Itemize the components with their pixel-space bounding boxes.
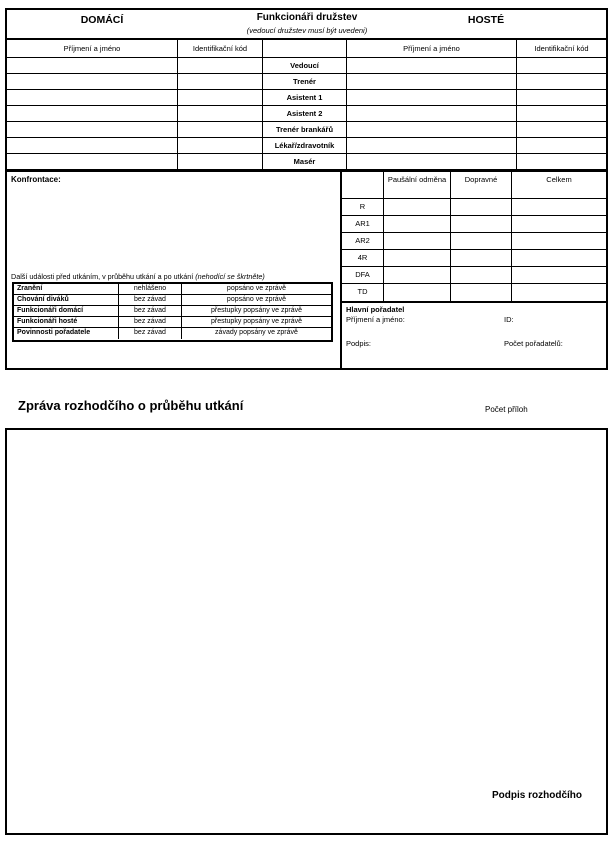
fees-header-row [342, 172, 606, 199]
event-row-povinnosti-poradatele [14, 328, 331, 339]
event-status: bez závad [119, 295, 182, 305]
event-status: bez závad [119, 306, 182, 316]
fee-row-label: R [342, 199, 384, 215]
form-subtitle: (vedoucí družstev musí být uvedeni) [246, 26, 368, 35]
home-id-column-header: Identifikační kód [178, 40, 263, 57]
home-header: DOMÁCÍ [80, 14, 124, 26]
home-name-column-header: Příjmení a jméno [7, 40, 178, 57]
away-name-cell[interactable] [347, 74, 517, 89]
fee-column-header: Celkem [546, 175, 572, 184]
fee-transport-cell[interactable] [451, 199, 512, 215]
event-label: Funkcionáři domácí [14, 306, 119, 316]
away-id-column-header: Identifikační kód [534, 44, 589, 53]
role-label: Asistent 1 [263, 90, 347, 105]
role-row-asistent1 [7, 90, 606, 106]
event-row-zraneni [14, 284, 331, 295]
home-id-cell[interactable] [178, 138, 263, 153]
event-status: bez závad [119, 328, 182, 339]
role-row-vedouci [7, 58, 606, 74]
fee-amount-cell[interactable] [384, 267, 451, 283]
event-description: popsáno ve zprávě [226, 296, 287, 303]
fee-total-cell[interactable] [512, 284, 606, 301]
fee-row-ar2 [342, 233, 606, 250]
fee-amount-cell[interactable] [384, 250, 451, 266]
event-description: závady popsány ve zprávě [215, 329, 298, 336]
fee-row-r [342, 199, 606, 216]
organizer-name-label: Příjmení a jméno: [346, 315, 405, 324]
role-row-maser [7, 154, 606, 170]
home-name-cell[interactable] [7, 154, 178, 169]
event-label: Zranění [14, 284, 119, 294]
fee-transport-cell[interactable] [451, 216, 512, 232]
away-name-column-header: Příjmení a jméno [347, 40, 517, 57]
home-id-cell[interactable] [178, 74, 263, 89]
home-name-cell[interactable] [7, 106, 178, 121]
confrontation-events-pane [7, 172, 342, 368]
organizer-id-label: ID: [504, 315, 514, 324]
fee-total-cell[interactable] [512, 216, 606, 232]
fee-transport-cell[interactable] [451, 250, 512, 266]
officials-form [5, 8, 608, 370]
organizer-count-label: Počet pořadatelů: [504, 339, 563, 348]
away-id-cell[interactable] [517, 154, 606, 169]
home-id-cell[interactable] [178, 90, 263, 105]
event-status: bez závad [119, 317, 182, 327]
event-description: přestupky popsány ve zprávě [210, 318, 303, 325]
fee-transport-cell[interactable] [451, 233, 512, 249]
fee-column-header: Dopravné [451, 172, 512, 198]
role-row-asistent2 [7, 106, 606, 122]
referee-signature-label: Podpis rozhodčího [492, 790, 582, 801]
event-label: Chování diváků [14, 295, 119, 305]
home-id-cell[interactable] [178, 154, 263, 169]
form-lower-section [7, 170, 606, 368]
fee-row-label: 4R [342, 250, 384, 266]
fee-amount-cell[interactable] [384, 284, 451, 301]
fee-total-cell[interactable] [512, 267, 606, 283]
main-organizer-section [342, 303, 606, 368]
event-description: popsáno ve zprávě [226, 285, 287, 292]
fee-total-cell[interactable] [512, 199, 606, 215]
fees-corner-cell [342, 172, 384, 198]
fee-total-cell[interactable] [512, 233, 606, 249]
home-name-cell[interactable] [7, 90, 178, 105]
event-label: Funkcionáři hosté [14, 317, 119, 327]
column-header-row [7, 40, 606, 58]
attachments-count-label: Počet příloh [485, 405, 528, 414]
role-label: Asistent 2 [263, 106, 347, 121]
fee-transport-cell[interactable] [451, 284, 512, 301]
home-name-cell[interactable] [7, 138, 178, 153]
away-id-cell[interactable] [517, 138, 606, 153]
fee-row-4r [342, 250, 606, 267]
organizer-heading: Hlavní pořadatel [346, 305, 405, 314]
events-heading-text: Další události před utkáním, v průběhu utkání a po utkání [11, 272, 196, 281]
role-label: Masér [263, 154, 347, 169]
fee-transport-cell[interactable] [451, 267, 512, 283]
fee-row-ar1 [342, 216, 606, 233]
home-name-cell[interactable] [7, 74, 178, 89]
away-header: HOSTÉ [467, 14, 505, 26]
fees-table [342, 172, 606, 303]
away-name-cell[interactable] [347, 138, 517, 153]
away-name-cell[interactable] [347, 106, 517, 121]
role-column-header [263, 40, 347, 57]
away-name-cell[interactable] [347, 90, 517, 105]
report-title: Zpráva rozhodčího o průběhu utkání [18, 398, 244, 413]
confrontation-label: Konfrontace: [11, 175, 61, 184]
fee-row-label: AR2 [342, 233, 384, 249]
fee-amount-cell[interactable] [384, 216, 451, 232]
fee-row-label: AR1 [342, 216, 384, 232]
home-id-cell[interactable] [178, 106, 263, 121]
away-name-cell[interactable] [347, 122, 517, 137]
home-id-cell[interactable] [178, 58, 263, 73]
fee-row-label: DFA [342, 267, 384, 283]
fee-amount-cell[interactable] [384, 233, 451, 249]
home-name-cell[interactable] [7, 122, 178, 137]
event-label: Povinnosti pořadatele [14, 328, 119, 339]
event-row-funkcionari-hoste [14, 317, 331, 328]
fee-column-header: Paušální odměna [384, 172, 451, 198]
events-heading-note: (nehodící se škrtněte) [195, 272, 265, 281]
fee-row-dfa [342, 267, 606, 284]
officials-form-header [7, 10, 606, 40]
role-row-lekar [7, 138, 606, 154]
role-label: Vedoucí [263, 58, 347, 73]
fee-amount-cell[interactable] [384, 199, 451, 215]
organizer-signature-label: Podpis: [346, 339, 372, 348]
home-name-cell[interactable] [7, 58, 178, 73]
fee-total-cell[interactable] [512, 250, 606, 266]
fees-organizer-pane [342, 172, 606, 368]
fee-row-td [342, 284, 606, 301]
report-text-area[interactable] [5, 428, 608, 835]
away-name-cell[interactable] [347, 58, 517, 73]
event-row-chovani-divaku [14, 295, 331, 306]
form-title: Funkcionáři družstev [256, 12, 358, 23]
role-label: Lékař/zdravotník [263, 138, 347, 153]
role-row-trener-brankaru [7, 122, 606, 138]
fee-row-label: TD [342, 284, 384, 301]
events-heading [11, 272, 265, 281]
events-table [12, 282, 333, 342]
away-id-cell[interactable] [517, 58, 606, 73]
home-id-cell[interactable] [178, 122, 263, 137]
role-label: Trenér [263, 74, 347, 89]
away-name-cell[interactable] [347, 154, 517, 169]
confrontation-area[interactable] [7, 186, 340, 270]
role-row-trener [7, 74, 606, 90]
role-label: Trenér brankářů [263, 122, 347, 137]
event-description: přestupky popsány ve zprávě [210, 307, 303, 314]
away-id-cell[interactable] [517, 122, 606, 137]
away-id-cell[interactable] [517, 90, 606, 105]
event-row-funkcionari-domaci [14, 306, 331, 317]
away-id-cell[interactable] [517, 106, 606, 121]
away-id-cell[interactable] [517, 74, 606, 89]
event-status: nehlášeno [119, 284, 182, 294]
